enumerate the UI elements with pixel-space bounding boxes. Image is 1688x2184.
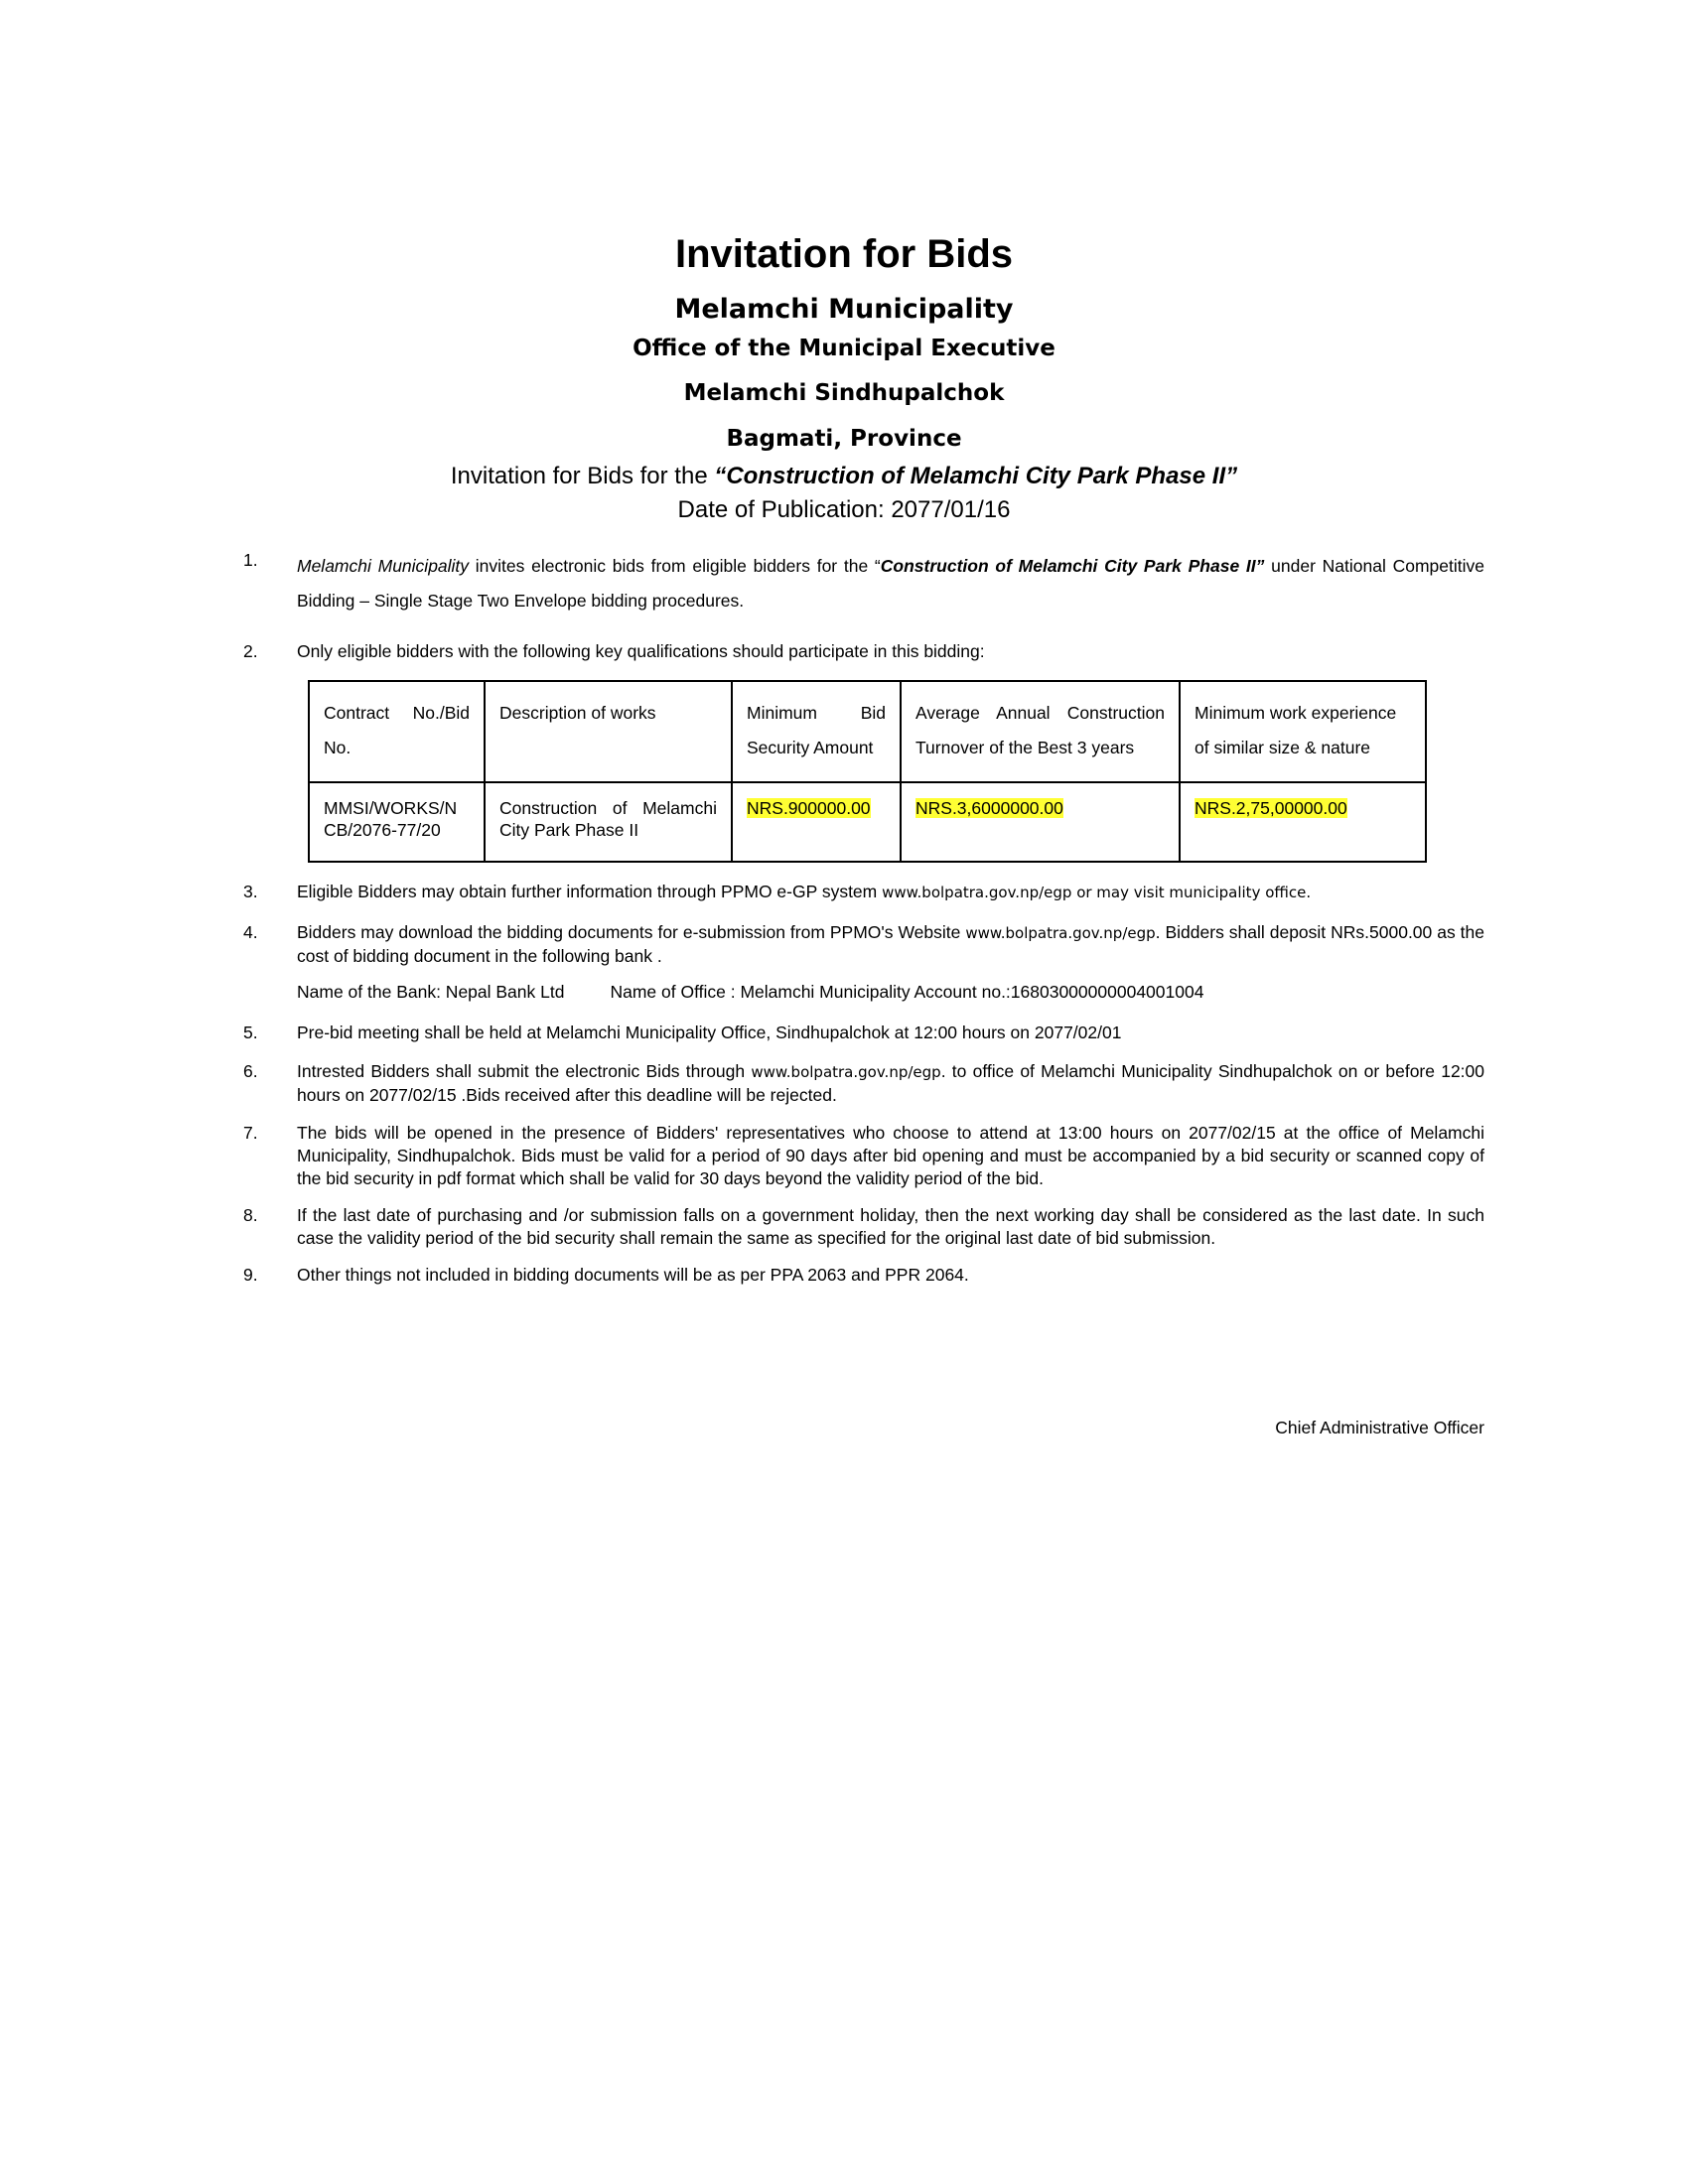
province-name: Bagmati, Province — [726, 426, 962, 452]
qualification-table — [308, 680, 1427, 863]
item-text: The bids will be opened in the presence of Bidders' representatives who choose to attend at 13:00 hours on 2077/02/15 at the office of Melamchi Municipality, Sindhupalchok. Bids must be valid for a period of 90 days after bid opening and must be accompanied by a bid security or scanned copy of the bid security in pdf format which shall be valid for 30 days beyond the validity period of the bid. — [297, 1123, 1484, 1188]
item-number: 7. — [243, 1123, 258, 1143]
header-bid-security — [732, 681, 901, 782]
header-description — [485, 681, 732, 782]
publication-date: Date of Publication: 2077/01/16 — [677, 496, 1011, 523]
cell-line: CB/2076-77/20 — [324, 820, 441, 840]
header-line: Average Annual Construction — [915, 703, 1165, 723]
item-text: If the last date of purchasing and /or submission falls on a government holiday, then the next working day shall be considered as the last date. In such case the validity period of the bid security shall remain the same as specified for the original last date of bid submission. — [297, 1205, 1484, 1248]
location-name: Melamchi Sindhupalchok — [683, 380, 1005, 406]
cell-experience — [1180, 782, 1426, 862]
item-text-part: invites electronic bids from eligible bidders for the “ — [469, 556, 881, 576]
cell-contract-no — [309, 782, 485, 862]
item-text — [297, 921, 1484, 968]
cell-line: MMSI/WORKS/N — [324, 798, 458, 818]
item-number: 9. — [243, 1265, 258, 1285]
item-text-part: Eligible Bidders may obtain further information through PPMO e-GP system — [297, 882, 883, 901]
header-line: Description of works — [499, 703, 656, 723]
egp-link[interactable]: www.bolpatra.gov.np/egp — [751, 1063, 941, 1081]
egp-link[interactable]: www.bolpatra.gov.np/egp or may visit municipality office. — [882, 884, 1312, 901]
item-text-part: under National Competitive Bidding – Single Stage Two Envelope bidding procedures. — [297, 556, 1484, 611]
header-contract-no — [309, 681, 485, 782]
page-title: Invitation for Bids — [675, 232, 1013, 276]
bank-details — [297, 982, 1203, 1003]
header-line: Contract No./Bid — [324, 703, 470, 723]
item-number: 3. — [243, 882, 258, 901]
item-text-part: . Bidders shall deposit NRs.5000.00 as the cost of bidding document in the following bank . — [297, 922, 1485, 966]
header-line: Minimum Bid — [747, 703, 886, 723]
item-text — [297, 1060, 1484, 1107]
table-header-row — [309, 681, 1426, 782]
item-number: 6. — [243, 1061, 258, 1081]
item-number: 4. — [243, 922, 258, 942]
invitation-prefix: Invitation for Bids for the — [450, 463, 715, 489]
item-text — [297, 549, 1484, 618]
item-number: 8. — [243, 1205, 258, 1225]
cell-bid-security — [732, 782, 901, 862]
header-line: Turnover of the Best 3 years — [915, 738, 1135, 757]
header-turnover — [901, 681, 1180, 782]
office-name: Office of the Municipal Executive — [633, 336, 1055, 361]
header-line: Minimum work experience — [1195, 703, 1397, 723]
invitation-line — [0, 463, 1688, 490]
highlighted-amount: NRS.3,6000000.00 — [915, 798, 1063, 818]
header-line: of similar size & nature — [1195, 738, 1371, 757]
item-number: 2. — [243, 641, 258, 661]
item-number: 1. — [243, 550, 258, 570]
highlighted-amount: NRS.900000.00 — [747, 798, 871, 818]
item-text-part: Bidders may download the bidding documents for e-submission from PPMO's Website — [297, 922, 966, 942]
egp-link[interactable]: www.bolpatra.gov.np/egp — [965, 924, 1156, 942]
signatory-title: Chief Administrative Officer — [1275, 1418, 1484, 1437]
table-row — [309, 782, 1426, 862]
cell-description — [485, 782, 732, 862]
header-experience — [1180, 681, 1426, 782]
item-text: Only eligible bidders with the following key qualifications should participate in this bidding: — [297, 641, 985, 661]
cell-line: City Park Phase II — [499, 820, 639, 840]
item-text-part: Intrested Bidders shall submit the electronic Bids through — [297, 1061, 752, 1081]
item-text: Pre-bid meeting shall be held at Melamchi Municipality Office, Sindhupalchok at 12:00 hours on 2077/02/01 — [297, 1023, 1122, 1042]
project-name: “Construction of Melamchi City Park Phase II” — [714, 463, 1238, 489]
cell-turnover — [901, 782, 1180, 862]
header-line: No. — [324, 738, 352, 757]
cell-line: Construction of Melamchi — [499, 798, 717, 818]
office-account: Name of Office : Melamchi Municipality Account no.:16803000000004001004 — [610, 982, 1204, 1002]
highlighted-amount: NRS.2,75,00000.00 — [1195, 798, 1347, 818]
item-text — [297, 881, 1484, 904]
item-number: 5. — [243, 1023, 258, 1042]
item-text: Other things not included in bidding documents will be as per PPA 2063 and PPR 2064. — [297, 1265, 969, 1285]
bank-name: Name of the Bank: Nepal Bank Ltd — [297, 982, 565, 1002]
item-org: Melamchi Municipality — [297, 556, 470, 576]
item-text-part: . to office of Melamchi Municipality Sindhupalchok on or before 12:00 hours on 2077/02/15 .Bids received after this deadline will be rejected. — [297, 1061, 1485, 1105]
item-project: Construction of Melamchi City Park Phase II” — [880, 556, 1265, 576]
organization-name: Melamchi Municipality — [674, 294, 1014, 325]
header-line: Security Amount — [747, 738, 874, 757]
